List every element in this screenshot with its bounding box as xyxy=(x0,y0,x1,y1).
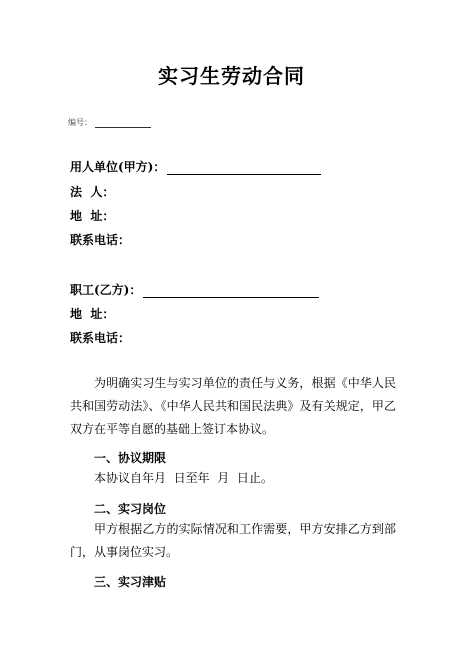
party-a-unit-field xyxy=(70,158,321,175)
party-a-address-field xyxy=(70,207,114,224)
section-3-heading: 三、实习津贴 xyxy=(94,575,167,589)
section-2-heading: 二、实习岗位 xyxy=(94,502,167,516)
party-b-address-field xyxy=(70,305,114,322)
party-a-phone-label: 联系电话： xyxy=(70,233,131,247)
document-title: 实习生劳动合同 xyxy=(158,64,305,88)
party-b-employee-field xyxy=(70,281,319,298)
party-b-phone-label: 联系电话： xyxy=(70,331,131,345)
party-a-legal-rep-field xyxy=(70,183,114,200)
section-1-heading: 一、协议期限 xyxy=(94,451,167,465)
party-b-address-label: 地 址： xyxy=(70,307,115,321)
party-a-unit-label: 用人单位(甲方)： xyxy=(70,160,166,174)
contract-number-blank xyxy=(95,119,151,128)
intro-paragraph: 为明确实习生与实习单位的责任与义务，根据《中华人民共和国劳动法》、《中华人民共和国民法典》及有关规定，甲乙双方在平等自愿的基础上签订本协议。 xyxy=(70,376,396,436)
party-a-phone-field xyxy=(70,231,130,248)
party-b-employee-label: 职工(乙方)： xyxy=(70,283,142,297)
section-1-body: 本协议自年月 日至年 月 日止。 xyxy=(94,471,273,485)
party-a-unit-blank xyxy=(167,162,321,175)
party-a-address-label: 地 址： xyxy=(70,209,115,223)
party-a-legal-rep-label: 法 人： xyxy=(70,185,115,199)
party-b-phone-field xyxy=(70,329,130,346)
contract-number xyxy=(68,117,151,128)
contract-number-label: 编号： xyxy=(68,118,92,127)
party-b-employee-blank xyxy=(143,285,319,298)
section-2-body: 甲方根据乙方的实际情况和工作需要，甲方安排乙方到部门，从事岗位实习。 xyxy=(70,522,396,559)
